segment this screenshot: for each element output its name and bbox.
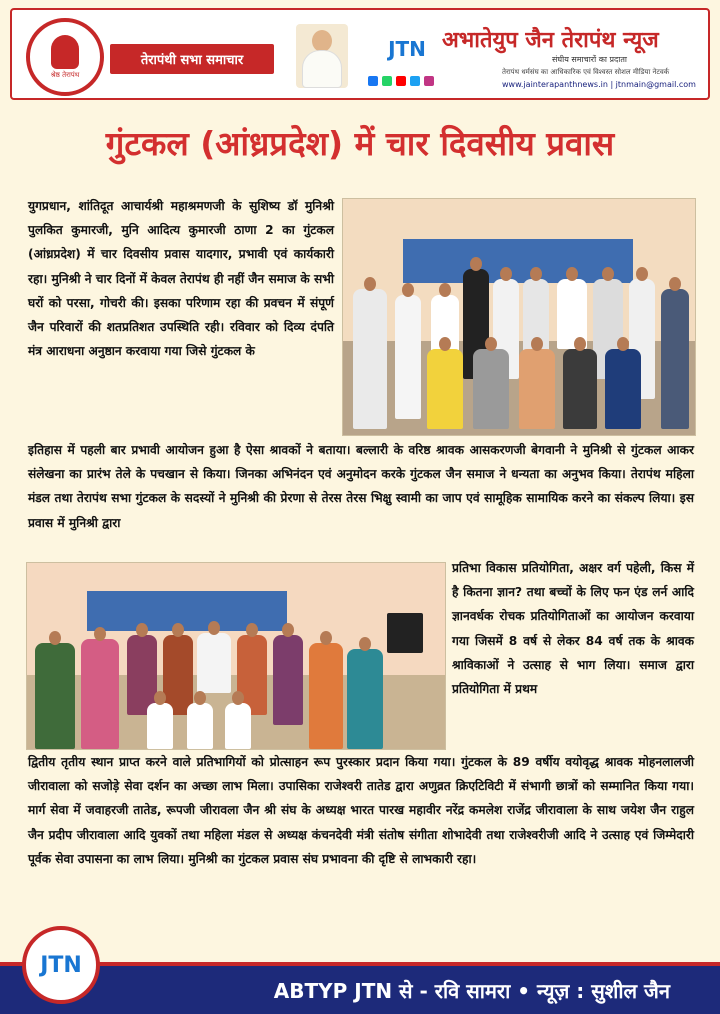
sabha-label: तेरापंथी सभा समाचार — [110, 44, 274, 74]
terapanth-logo — [26, 18, 104, 96]
group-photo-women — [26, 562, 446, 750]
article-paragraph-3: प्रतिभा विकास प्रतियोगिता, अक्षर वर्ग पहेली, किस में है कितना ज्ञान? तथा बच्चों के लिए फन एंड लर्न आदि ज्ञानवर्धक रोचक प्रतियोगिताओं का आयोजन करवाया गया जिसमें 8 वर्ष से लेकर 84 वर्ष तक के श्रावक श्राविकाओं ने उत्साह से भाग लिया। समाज द्वारा प्रतियोगिता में प्रथम — [452, 561, 694, 697]
jtn-logo-text: JTN — [388, 37, 426, 61]
youtube-icon[interactable] — [396, 76, 406, 86]
social-icons — [368, 76, 434, 86]
jtn-logo — [380, 28, 434, 70]
footer-credit: ABTYP JTN से - रवि सामरा • न्यूज़ : सुशील जैन — [273, 978, 670, 1003]
hand-icon — [51, 35, 79, 69]
footer-jtn-logo — [22, 926, 100, 1004]
footer-credit-bar — [0, 962, 720, 1014]
article-paragraph-1: युगप्रधान, शांतिदूत आचार्यश्री महाश्रमणजी के सुशिष्य डॉ मुनिश्री पुलकित कुमारजी, मुनि आदित्य कुमारजी ठाणा 2 का गुंटकल (आंध्रप्रदेश) में चार दिवसीय प्रवास यादगार, प्रभावी एवं कार्यकारी रहा। मुनिश्री ने चार दिनों में केवल तेरापंथ ही नहीं जैन समाज के सभी घरों को परसा, गोचरी की। इसका परिणाम रहा की प्रवचन में संपूर्ण जैन परिवारों की शतप्रतिशत उपस्थिति रही। रविवार को दिव्य दंपति मंत्र आराधना अनुष्ठान करवाया गया जिसे गुंटकल के — [28, 199, 334, 359]
group-photo-men — [342, 198, 696, 436]
logo-ring-text: श्रेष्ठ तेरापंथ — [50, 70, 80, 79]
footer-logo-text: JTN — [40, 952, 82, 978]
article-headline: गुंटकल (आंध्रप्रदेश) में चार दिवसीय प्रवास — [105, 124, 615, 163]
brand-description: तेरापंथ धर्मसंघ का आधिकारिक एवं विश्वस्त सोशल मीडिया नेटवर्क — [502, 68, 670, 76]
brand-website[interactable]: www.jainterapanthnews.in | jtnmain@gmail.com — [502, 80, 696, 89]
header-banner — [10, 8, 710, 100]
brand-subtitle: संघीय समाचारों का प्रदाता — [552, 55, 627, 64]
article-paragraph-2: इतिहास में पहली बार प्रभावी आयोजन हुआ है ऐसा श्रावकों ने बताया। बल्लारी के वरिष्ठ श्रावक आसकरणजी बेगवानी ने मुनिश्री से गुंटकल आकर संलेखना का प्रारंभ तेले के पचखान से किया। जिनका अभिनंदन एवं अनुमोदन करके गुंटकल जैन समाज ने धन्यता का अनुभव किया। तेरापंथ महिला मंडल तथा तेरापंथ सभा गुंटकल के सदस्यों ने मुनिश्री की प्रेरणा से तेरस तेरस भिक्षु स्वामी का जाप एवं सामूहिक सामायिक करने का संकल्प लिया। इस प्रवास में मुनिश्री द्वारा — [28, 443, 694, 530]
instagram-icon[interactable] — [424, 76, 434, 86]
whatsapp-icon[interactable] — [382, 76, 392, 86]
facebook-icon[interactable] — [368, 76, 378, 86]
acharya-portrait — [296, 24, 348, 88]
article-paragraph-4: द्वितीय तृतीय स्थान प्राप्त करने वाले प्रतिभागियों को प्रोत्साहन रूप पुरस्कार प्रदान किया गया। गुंटकल के 89 वर्षीय वयोवृद्ध श्रावक मोहनलालजी जीरावाला को सजोड़े सेवा दर्शन का अच्छा लाभ मिला। उपासिका राजेश्वरी तातेड द्वारा अणुव्रत क्रिएटिविटी में संभागी छात्रों को सम्मानित किया गया। मार्ग सेवा में जवाहरजी तातेड, रूपजी जीरावला जैन श्री संघ के अध्यक्ष भारत पारख महावीर नरेंद्र कमलेश राजेंद्र जीरावाला के साथ जयेश जैन राहुल जैन प्रदीप जीरावाला आदि युवकों तथा महिला मंडल से अध्यक्ष कंचनदेवी मंत्री संतोष संगीता शोभादेवी तथा राजेश्वरीजी आदि ने उत्साह एवं जिम्मेदारी पूर्वक सेवा उपासना का लाभ लिया। मुनिश्री का गुंटकल प्रवास संघ प्रभावना की दृष्टि से लाभकारी रहा। — [28, 755, 694, 866]
brand-title: अभातेयुप जैन तेरापंथ न्यूज — [442, 27, 659, 53]
twitter-icon[interactable] — [410, 76, 420, 86]
